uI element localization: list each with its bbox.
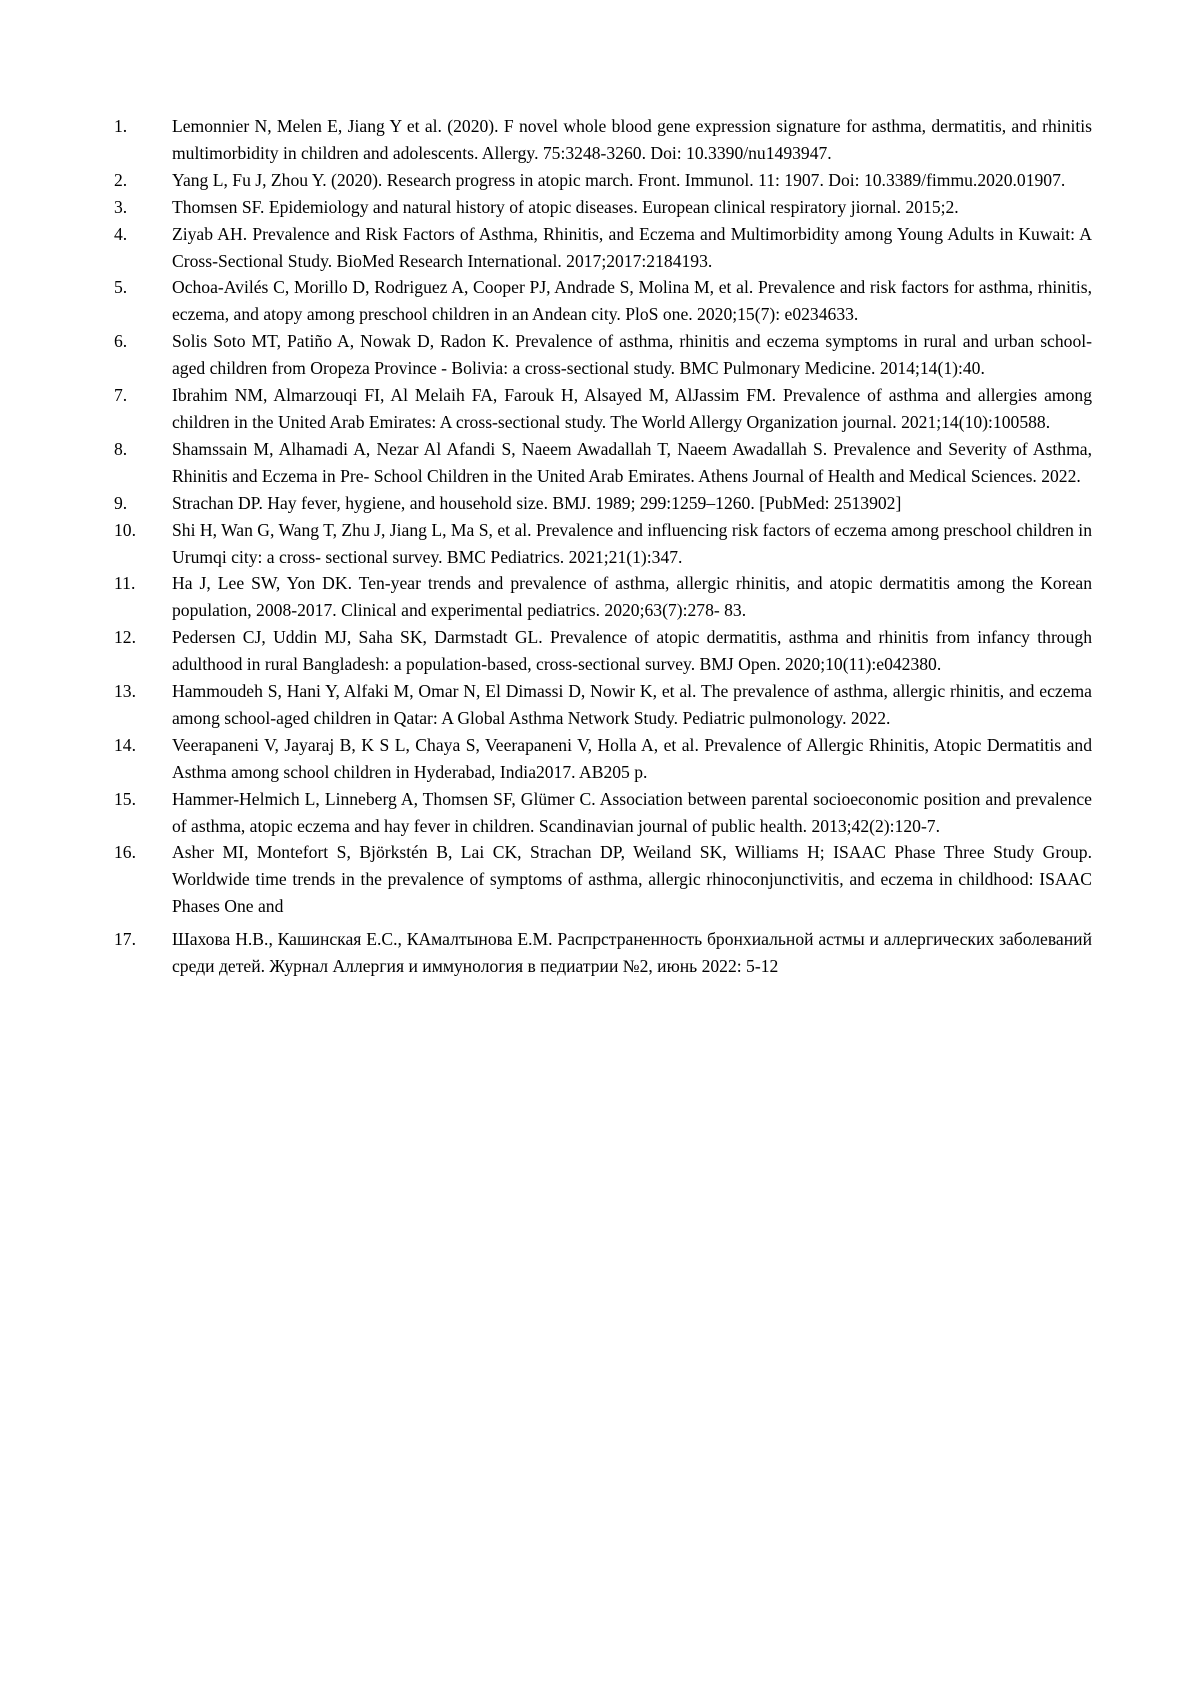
reference-item-2 <box>110 167 1092 194</box>
reference-item-9 <box>110 490 1092 517</box>
reference-text: Yang L, Fu J, Zhou Y. (2020). Research progress in atopic march. Front. Immunol. 11: 1907. Doi: 10.3389/fimmu.2020.01907. <box>172 169 1066 190</box>
reference-text: Ziyab AH. Prevalence and Risk Factors of Asthma, Rhinitis, and Eczema and Multimorbidity among Young Adults in Kuwait: A Cross-Sectional Study. BioMed Research International. 2017;2017:2184193. <box>172 223 1092 271</box>
reference-number: 4. <box>114 223 128 244</box>
reference-number: 10. <box>114 519 136 540</box>
reference-number: 12. <box>114 627 136 648</box>
reference-text: Ha J, Lee SW, Yon DK. Ten-year trends and prevalence of asthma, allergic rhinitis, and atopic dermatitis among the Korean population, 2008-2017. Clinical and experimental pediatrics. 2020;63(7):278- 83. <box>172 573 1092 621</box>
reference-number: 17. <box>114 929 136 950</box>
reference-text: Шахова Н.В., Кашинская Е.С., КАмалтынова Е.М. Распрстраненность бронхиальной астмы и аллергических заболеваний среди детей. Журнал Аллергия и иммунология в педиатрии №2, июнь 2022: 5-12 <box>172 929 1092 977</box>
reference-text: Pedersen CJ, Uddin MJ, Saha SK, Darmstadt GL. Prevalence of atopic dermatitis, asthma and rhinitis from infancy through adulthood in rural Bangladesh: a population-based, cross-sectional survey. BMJ Open. 2020;10(11):e042380. <box>172 627 1092 675</box>
reference-number: 16. <box>114 842 136 863</box>
reference-text: Shamssain M, Alhamadi A, Nezar Al Afandi S, Naeem Awadallah T, Naeem Awadallah S. Prevalence and Severity of Asthma, Rhinitis and Eczema in Pre- School Children in the United Arab Emirates. Athens Journal of Health and Medical Sciences. 2022. <box>172 438 1092 486</box>
reference-text: Ochoa-Avilés C, Morillo D, Rodriguez A, Cooper PJ, Andrade S, Molina M, et al. Prevalence and risk factors for asthma, rhinitis, eczema, and atopy among preschool children in an Andean city. PloS one. 2020;15(7): e0234633. <box>172 277 1092 325</box>
reference-text: Hammoudeh S, Hani Y, Alfaki M, Omar N, El Dimassi D, Nowir K, et al. The prevalence of asthma, allergic rhinitis, and eczema among school-aged children in Qatar: A Global Asthma Network Study. Pediatric pulmonology. 2022. <box>172 681 1092 728</box>
reference-number: 14. <box>114 734 136 755</box>
reference-item-5 <box>110 274 1092 328</box>
reference-item-1 <box>110 113 1092 167</box>
reference-item-15 <box>110 786 1092 840</box>
reference-number: 13. <box>114 681 136 702</box>
reference-number: 2. <box>114 169 128 190</box>
reference-text: Lemonnier N, Melen E, Jiang Y et al. (2020). F novel whole blood gene expression signature for asthma, dermatitis, and rhinitis multimorbidity in children and adolescents. Allergy. 75:3248-3260. Doi: 10.3390/nu1493947. <box>172 116 1092 163</box>
reference-item-14 <box>110 732 1092 786</box>
reference-text: Shi H, Wan G, Wang T, Zhu J, Jiang L, Ma S, et al. Prevalence and influencing risk factors of eczema among preschool children in Urumqi city: a cross- sectional survey. BMC Pediatrics. 2021;21(1):347. <box>172 519 1092 567</box>
reference-item-3 <box>110 194 1092 221</box>
reference-text: Hammer-Helmich L, Linneberg A, Thomsen SF, Glümer C. Association between parental socioeconomic position and prevalence of asthma, atopic eczema and hay fever in children. Scandinavian journal of public health. 2013;42(2):120-7. <box>172 788 1092 836</box>
reference-item-8 <box>110 436 1092 490</box>
reference-item-4 <box>110 221 1092 275</box>
reference-number: 3. <box>114 196 128 217</box>
reference-number: 6. <box>114 331 128 352</box>
reference-text: Veerapaneni V, Jayaraj B, K S L, Chaya S, Veerapaneni V, Holla A, et al. Prevalence of Allergic Rhinitis, Atopic Dermatitis and Asthma among school children in Hyderabad, India2017. AB205 p. <box>172 734 1092 782</box>
reference-text: Ibrahim NM, Almarzouqi FI, Al Melaih FA, Farouk H, Alsayed M, AlJassim FM. Prevalence of asthma and allergies among children in the United Arab Emirates: A cross-sectional study. The World Allergy Organization journal. 2021;14(10):100588. <box>172 385 1092 432</box>
reference-item-6 <box>110 328 1092 382</box>
reference-number: 8. <box>114 438 128 459</box>
reference-number: 7. <box>114 385 128 406</box>
reference-item-12 <box>110 624 1092 678</box>
reference-number: 1. <box>114 116 128 136</box>
reference-number: 9. <box>114 492 128 513</box>
reference-text: Thomsen SF. Epidemiology and natural history of atopic diseases. European clinical respiratory jiornal. 2015;2. <box>172 196 959 217</box>
reference-item-7 <box>110 382 1092 436</box>
reference-text: Solis Soto MT, Patiño A, Nowak D, Radon K. Prevalence of asthma, rhinitis and eczema symptoms in rural and urban school-aged children from Oropeza Province - Bolivia: a cross-sectional study. BMC Pulmonary Medicine. 2014;14(1):40. <box>172 331 1092 379</box>
reference-number: 5. <box>114 277 128 298</box>
reference-number: 11. <box>114 573 136 594</box>
reference-item-17 <box>110 926 1092 980</box>
reference-list <box>110 113 1092 980</box>
reference-item-16 <box>110 839 1092 920</box>
reference-item-10 <box>110 517 1092 571</box>
reference-item-11 <box>110 570 1092 624</box>
reference-item-13 <box>110 678 1092 732</box>
reference-text: Strachan DP. Hay fever, hygiene, and household size. BMJ. 1989; 299:1259–1260. [PubMed: 2513902] <box>172 492 902 513</box>
reference-number: 15. <box>114 788 136 809</box>
reference-text: Asher MI, Montefort S, Björkstén B, Lai CK, Strachan DP, Weiland SK, Williams H; ISAAC Phase Three Study Group. Worldwide time trends in the prevalence of symptoms of asthma, allergic rhinoconjunctivitis, and eczema in childhood: ISAAC Phases One and <box>172 842 1092 917</box>
